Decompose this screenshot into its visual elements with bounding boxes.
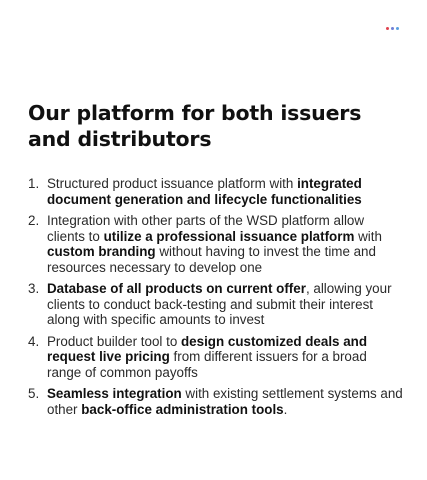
body-text: Product builder tool to [47, 333, 181, 349]
list-item-text [47, 281, 403, 328]
list-item-number: 2. [28, 213, 40, 228]
emphasis-text: integrated document generation and lifecycle functionalities [47, 176, 362, 207]
list-item-text [47, 213, 403, 275]
body-text: from different issuers for a broad range of common payoffs [47, 349, 367, 380]
feature-list [28, 176, 403, 423]
emphasis-text: back-office administration tools [81, 401, 284, 417]
list-item-number: 1. [28, 176, 40, 191]
list-item-text [47, 386, 403, 417]
body-text: with existing settlement systems and other [47, 386, 403, 417]
brand-dot-blue [396, 27, 399, 30]
list-item [28, 281, 403, 328]
body-text: Structured product issuance platform with [47, 176, 298, 191]
emphasis-text: Seamless integration [47, 386, 182, 401]
brand-dots-icon [386, 27, 399, 30]
list-item-number: 4. [28, 333, 40, 349]
emphasis-text: Database of all products on current offer [47, 281, 306, 296]
list-item [28, 176, 403, 207]
emphasis-text: utilize a professional issuance platform [103, 228, 355, 244]
body-text: , allowing your clients to conduct back-testing and submit their interest along with specific amounts to invest [47, 281, 392, 327]
body-text: . [283, 401, 288, 417]
list-item [28, 386, 403, 417]
emphasis-text: custom branding [47, 244, 156, 259]
page-title: Our platform for both issuers and distributors [28, 101, 362, 151]
emphasis-text: design customized deals and request live pricing [47, 333, 368, 364]
list-item [28, 213, 403, 275]
list-item-number: 3. [28, 281, 40, 296]
body-text: without having to invest the time and resources necessary to develop one [47, 244, 376, 275]
list-item-text [47, 176, 403, 207]
body-text: Integration with other parts of the WSD platform allow clients to [47, 213, 365, 244]
body-text: with [354, 228, 382, 244]
brand-dot-red [386, 27, 389, 30]
list-item-text [47, 334, 403, 381]
brand-dot-purple [391, 27, 394, 30]
list-item [28, 334, 403, 381]
list-item-number: 5. [28, 386, 40, 401]
